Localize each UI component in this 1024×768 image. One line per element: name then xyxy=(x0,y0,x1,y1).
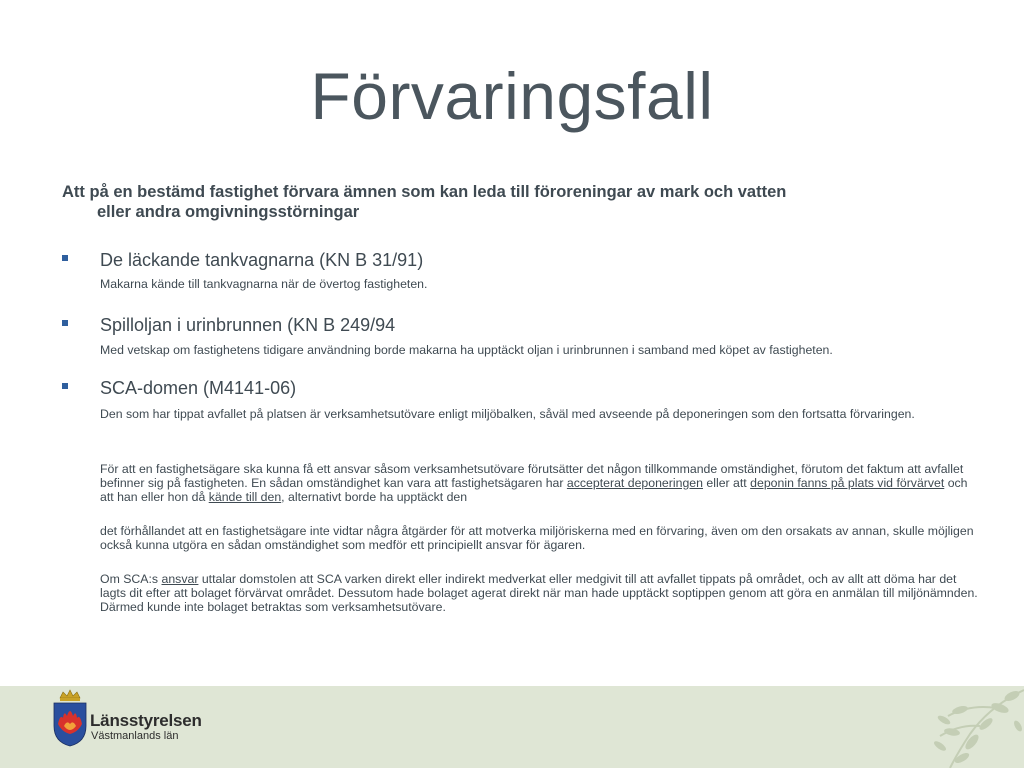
link-deponin-fanns[interactable]: deponin fanns på plats vid förvärvet xyxy=(750,476,945,490)
paragraph-text: För att en fastighetsägare ska kunna få ett ansvar såsom verksamhetsutövare förutsätter det någon tillkommande omständighet, förutom det faktum att avfallet befinner sig på fastigheten. En sådan omständighet kan vara att fastighetsägaren har xyxy=(100,462,964,490)
brand-region: Västmanlands län xyxy=(91,730,179,742)
bullet-label: SCA-domen (M4141-06) xyxy=(100,378,297,398)
bullet-square-icon xyxy=(62,255,68,261)
bullet-detail: Den som har tippat avfallet på platsen är verksamhetsutövare enligt miljöbalken, såväl med avseende på deponeringen som den fortsatta förvaringen. xyxy=(100,407,915,421)
bullet-label: Spilloljan i urinbrunnen (KN B 249/94 xyxy=(100,315,396,335)
leaf-branch-icon xyxy=(900,686,1024,768)
brand-name: Länsstyrelsen xyxy=(90,711,202,730)
paragraph-text: Om SCA:s xyxy=(100,572,162,586)
bullet-square-icon xyxy=(62,320,68,326)
link-accepterat-deponeringen[interactable]: accepterat deponeringen xyxy=(566,476,703,490)
intro-text xyxy=(62,182,962,222)
paragraph-text: uttalar domstolen att SCA varken direkt eller indirekt medverkat eller medgivit till att avfallet tippats på området, och av allt att döma har det lagts dit efter att bolaget förvärvat området. Dessutom hade bolaget agerat direkt när man hade upptäckt soptippen genom att göra en anmälan till miljönämnden. Därmed kunde inte bolaget betraktas som verksamhetsutövare. xyxy=(100,572,978,614)
paragraph-text: och att han eller hon då xyxy=(100,476,968,504)
paragraph-forhallandet: det förhållandet att en fastighetsägare inte vidtar några åtgärder för att motverka miljöriskerna med en förvaring, även om den orsakats av annan, skulle möjligen också kunna utgöra en sådan omständighet som medför ett principiellt ansvar för ägaren. xyxy=(100,524,974,552)
paragraph-text: , alternativt borde ha upptäckt den xyxy=(281,490,468,504)
bullet-label: De läckande tankvagnarna (KN B 31/91) xyxy=(100,250,424,270)
link-kande-till-den[interactable]: kände till den xyxy=(208,490,282,504)
paragraph-ansvar-forutsattningar xyxy=(100,462,980,504)
coat-of-arms-icon xyxy=(50,688,90,748)
bullet-square-icon xyxy=(62,383,68,389)
bullet-detail: Med vetskap om fastighetens tidigare användning borde makarna ha upptäckt oljan i urinbrunnen i samband med köpet av fastigheten. xyxy=(100,343,833,357)
link-ansvar[interactable]: ansvar xyxy=(161,572,199,586)
intro-line-2: eller andra omgivningsstörningar xyxy=(97,203,360,221)
bullet-detail: Makarna kände till tankvagnarna när de övertog fastigheten. xyxy=(100,277,428,291)
paragraph-text: eller att xyxy=(702,476,751,490)
paragraph-sca-ansvar xyxy=(100,572,980,614)
intro-line-1: Att på en bestämd fastighet förvara ämnen som kan leda till föroreningar av mark och vatten xyxy=(62,183,787,201)
slide-title: Förvaringsfall xyxy=(310,59,714,133)
